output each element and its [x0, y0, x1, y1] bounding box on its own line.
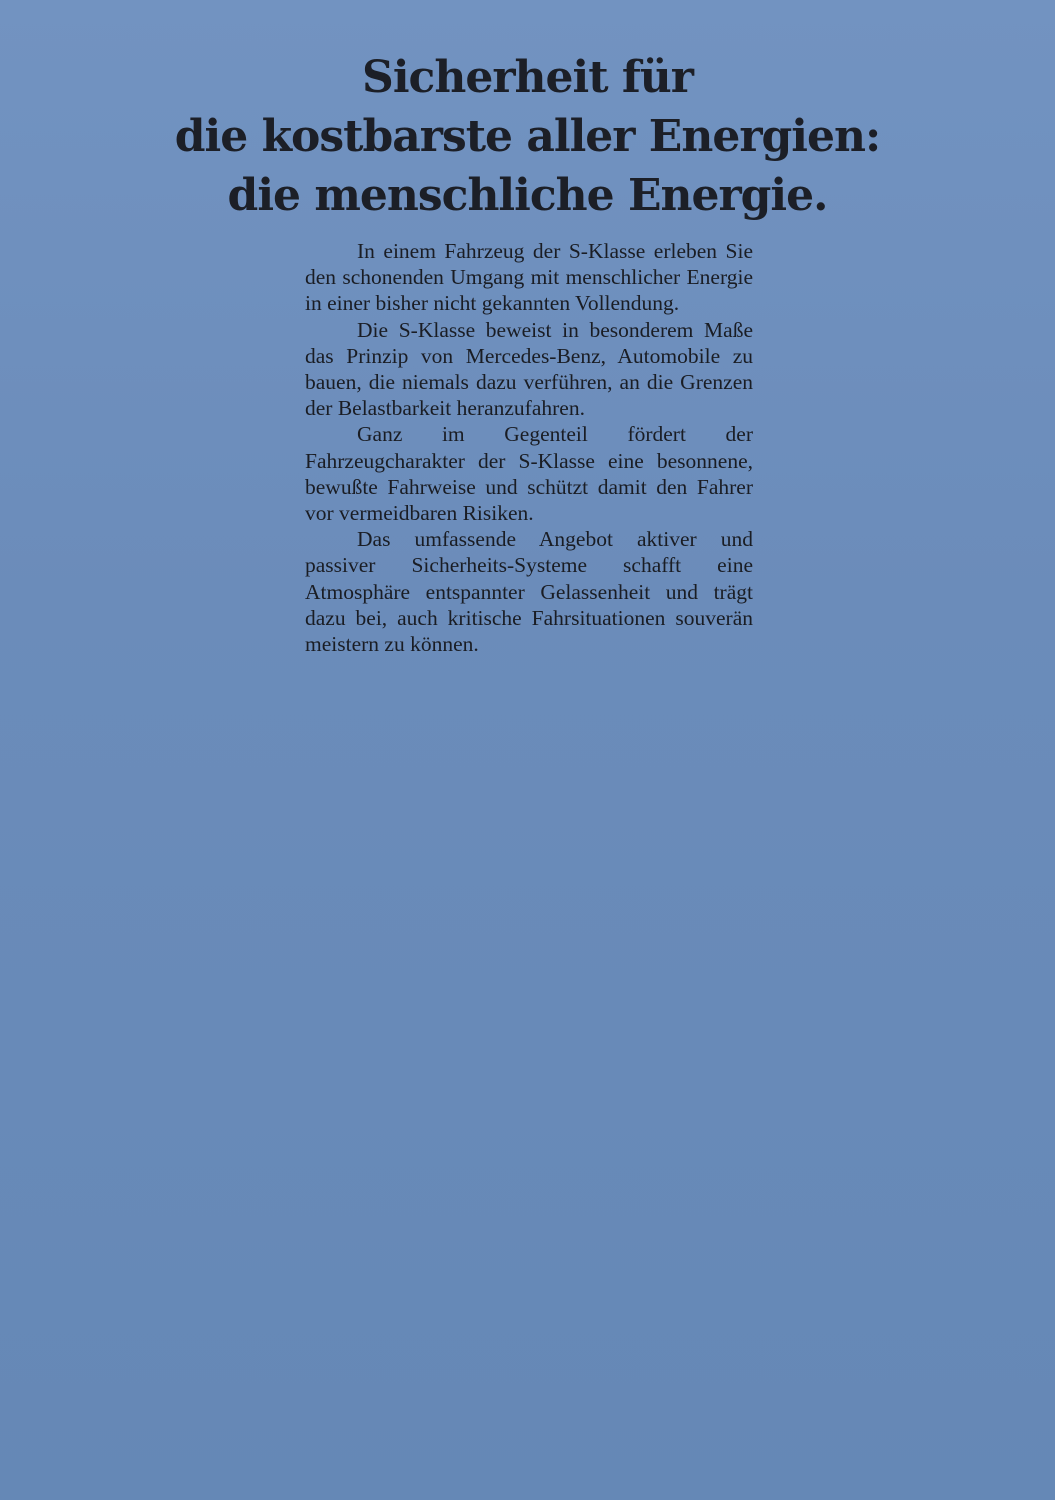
- body-text: [305, 238, 753, 657]
- paragraph-1: In einem Fahrzeug der S-Klasse erleben Sie den schonenden Umgang mit menschlicher Energie in einer bisher nicht gekannten Vollendung.: [305, 239, 753, 316]
- paragraph-2: Die S-Klasse beweist in besonderem Maße das Prinzip von Mercedes-Benz, Automobile zu bauen, die niemals dazu verführen, an die Grenzen der Belastbarkeit heranzufahren.: [305, 317, 753, 421]
- headline-line-1: Sicherheit für: [362, 52, 693, 103]
- headline-line-3: die menschliche Energie.: [227, 170, 828, 221]
- paragraph-3: Ganz im Gegenteil fördert der Fahrzeugcharakter der S-Klasse eine besonnene, bewußte Fahrweise und schützt damit den Fahrer vor vermeidbaren Risiken.: [305, 422, 753, 526]
- headline: [0, 48, 1055, 225]
- paragraph-4: Das umfassende Angebot aktiver und passiver Sicherheits-Systeme schafft eine Atmosphäre entspannter Gelassenheit und trägt dazu bei, auch kritische Fahrsituationen souverän meistern zu können.: [305, 527, 753, 657]
- headline-line-2: die kostbarste aller Energien:: [174, 111, 881, 162]
